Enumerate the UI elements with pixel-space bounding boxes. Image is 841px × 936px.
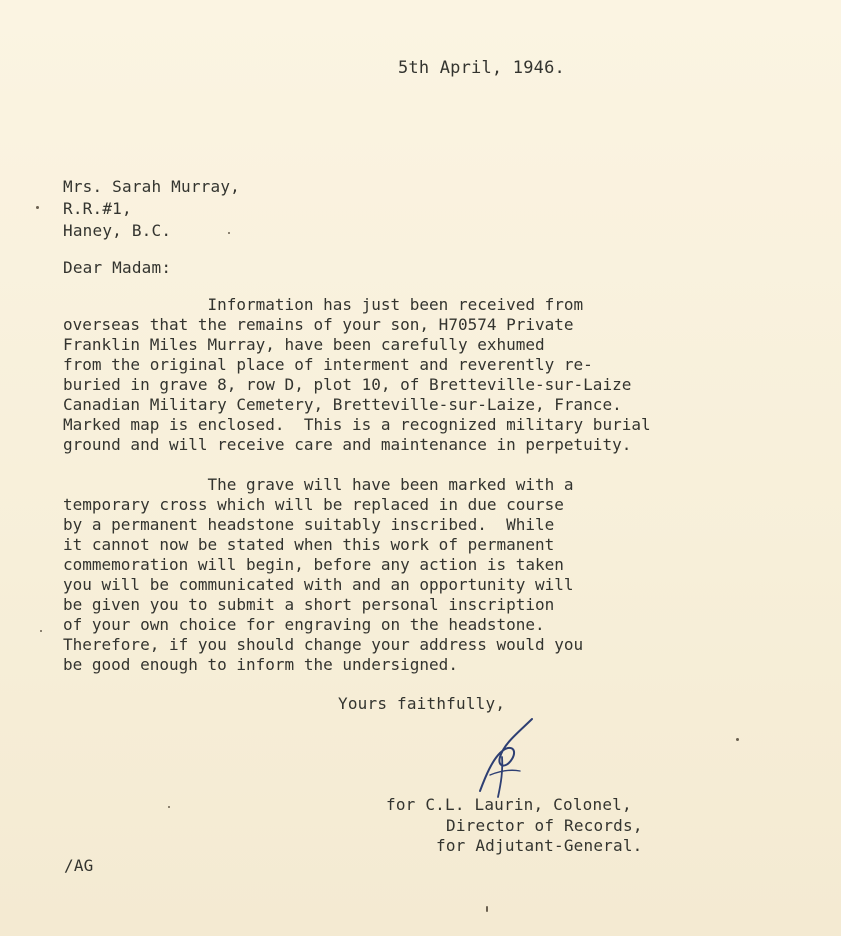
recipient-address-line: Haney, B.C. <box>63 221 172 240</box>
salutation: Dear Madam: <box>63 258 172 277</box>
paragraph-line: from the original place of interment and reverently re- <box>63 355 593 374</box>
signatory-line: for C.L. Laurin, Colonel, <box>386 795 632 814</box>
paragraph-line: by a permanent headstone suitably inscribed. While <box>63 515 555 534</box>
paragraph-line: be good enough to inform the undersigned. <box>63 655 458 674</box>
paragraph-line: The grave will have been marked with a <box>63 475 574 494</box>
paragraph-line: buried in grave 8, row D, plot 10, of Bretteville-sur-Laize <box>63 375 632 394</box>
typist-reference: /AG <box>64 856 94 875</box>
recipient-address-line: R.R.#1, <box>63 199 132 218</box>
body-paragraph-1 <box>63 295 651 455</box>
handwritten-signature <box>470 713 550 803</box>
letter-date: 5th April, 1946. <box>398 58 565 78</box>
paragraph-line: Franklin Miles Murray, have been carefully exhumed <box>63 335 545 354</box>
paragraph-line: commemoration will begin, before any action is taken <box>63 555 564 574</box>
paragraph-line: it cannot now be stated when this work of permanent <box>63 535 555 554</box>
signatory-title: Director of Records, <box>446 816 643 835</box>
paper-speck <box>168 806 170 808</box>
paper-speck <box>40 630 42 632</box>
paragraph-line: you will be communicated with and an opportunity will <box>63 575 574 594</box>
paper-speck <box>36 206 39 209</box>
paragraph-line: Information has just been received from <box>63 295 584 314</box>
paragraph-line: Therefore, if you should change your address would you <box>63 635 584 654</box>
paper-speck <box>736 738 739 741</box>
closing: Yours faithfully, <box>338 694 506 713</box>
paragraph-line: of your own choice for engraving on the headstone. <box>63 615 545 634</box>
paragraph-line: Marked map is enclosed. This is a recognized military burial <box>63 415 651 434</box>
paragraph-line: ground and will receive care and maintenance in perpetuity. <box>63 435 632 454</box>
paragraph-line: Canadian Military Cemetery, Bretteville-sur-Laize, France. <box>63 395 622 414</box>
body-paragraph-2 <box>63 475 583 675</box>
paper-speck <box>228 232 230 234</box>
recipient-name: Mrs. Sarah Murray, <box>63 177 240 196</box>
paragraph-line: be given you to submit a short personal inscription <box>63 595 555 614</box>
signatory-office: for Adjutant-General. <box>436 836 643 855</box>
paragraph-line: temporary cross which will be replaced in due course <box>63 495 564 514</box>
paper-speck <box>486 906 488 912</box>
paragraph-line: overseas that the remains of your son, H70574 Private <box>63 315 574 334</box>
